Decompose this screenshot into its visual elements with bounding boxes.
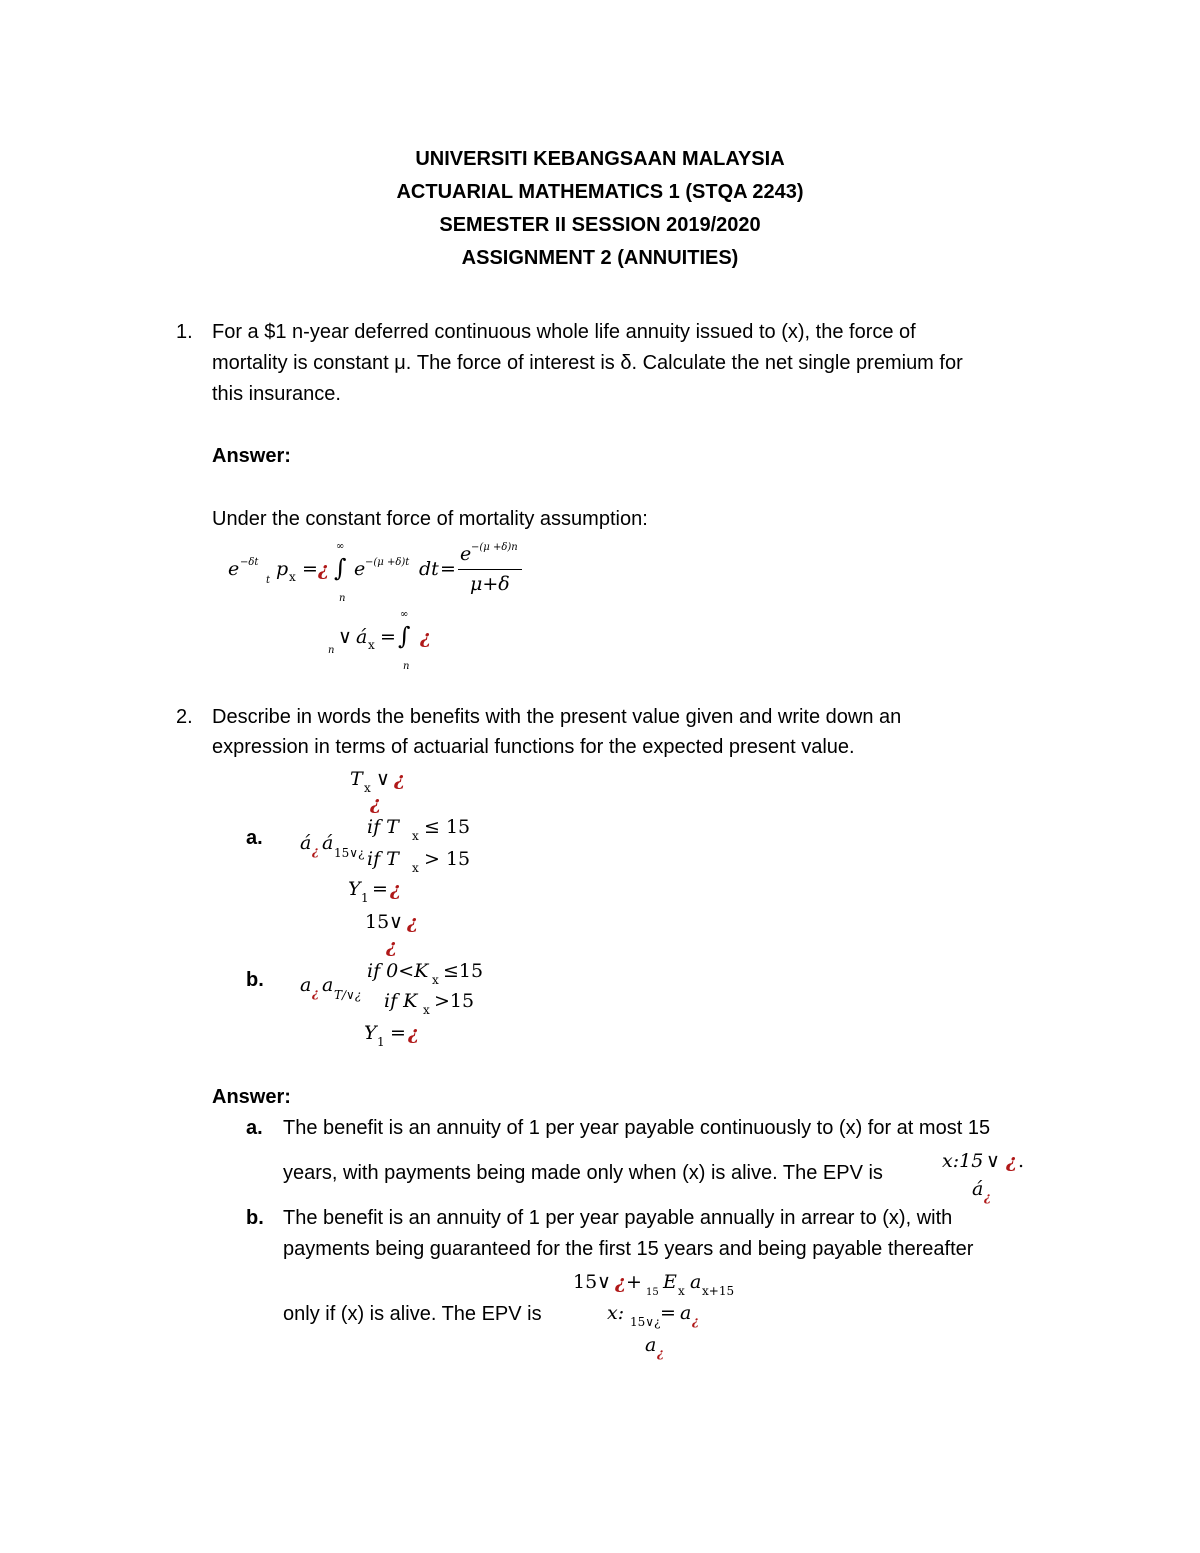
q1-text-line1: For a $1 n-year deferred continuous whole life annuity issued to (x), the force of <box>212 321 916 343</box>
assignment-title: ASSIGNMENT 2 (ANNUITIES) <box>461 247 739 269</box>
q2-answer-a-line1: The benefit is an annuity of 1 per year payable continuously to (x) for at most 15 <box>283 1117 991 1139</box>
q2-answer-b-line2: payments being guaranteed for the first 15 years and being payable thereafter <box>283 1238 974 1260</box>
q2-answer-a-label: a. <box>246 1117 263 1139</box>
q1-text-line3: this insurance. <box>212 383 341 405</box>
q2-answer-b-label: b. <box>246 1207 264 1229</box>
q1-answer-label: Answer: <box>212 445 291 467</box>
q2-answer-b-line3: only if (x) is alive. The EPV is <box>283 1303 542 1325</box>
q2-text-line1: Describe in words the benefits with the present value given and write down an <box>212 706 902 728</box>
document-page: UNIVERSITI KEBANGSAAN MALAYSIA ACTUARIAL MATHEMATICS 1 (STQA 2243) SEMESTER II SESSION 2019/2020 ASSIGNMENT 2 (ANNUITIES) 1. For a $1 n-year deferred continuous whole life annuity issued to (x), the force of mortality is constant μ. The force of interest is δ. Calculate the net single premium for this insurance. Answer: Under the constant force of mortality assumption: e −δt t p x = ¿ ∞ ∫ n e −(μ +δ)t dt = e −(μ +δ)n μ+δ n ∨ á x = ∞ ∫ n ¿ 2. Describe in words the benefits with the present value given and write down an expression in terms of actuarial functions for the expected present value. T x ∨ ¿ ¿ a. if T x ≤ 15 á ¿ á 15∨¿ if T x > 15 Y 1 = ¿ 15 ∨ ¿ ¿ b. if 0<K x ≤15 a ¿ a T∕∨¿ if K x >15 Y 1 = ¿ Answer: a. The benefit is an annuity of 1 per year payable continuously to (x) for at most 15 years, with payments being made only when (x) is alive. The EPV is x:15 ∨ ¿ . á ¿ b. The benefit is an annuity of 1 per year payable annually in arrear to (x), with payments being guaranteed for the first 15 years and being payable thereafter only if (x) is alive. The EPV is 15 ∨ ¿ + 15 E x a x+15 x: 15∨¿ = a ¿ a ¿ <box>0 0 1200 1553</box>
q2-text-line2: expression in terms of actuarial functions for the expected present value. <box>212 736 855 758</box>
q1-text-line2: mortality is constant μ. The force of interest is δ. Calculate the net single premium for <box>212 352 963 374</box>
q2-answer-a-line2: years, with payments being made only when (x) is alive. The EPV is <box>283 1162 883 1184</box>
q2-answer-b-line1: The benefit is an annuity of 1 per year payable annually in arrear to (x), with <box>283 1207 953 1229</box>
q2-answer-label: Answer: <box>212 1086 291 1108</box>
q1-answer-intro: Under the constant force of mortality assumption: <box>212 508 648 530</box>
course-title: ACTUARIAL MATHEMATICS 1 (STQA 2243) <box>396 181 804 203</box>
q2-number: 2. <box>176 706 193 728</box>
q1-number: 1. <box>176 321 193 343</box>
university-title: UNIVERSITI KEBANGSAAN MALAYSIA <box>415 148 785 170</box>
semester-title: SEMESTER II SESSION 2019/2020 <box>439 214 761 236</box>
